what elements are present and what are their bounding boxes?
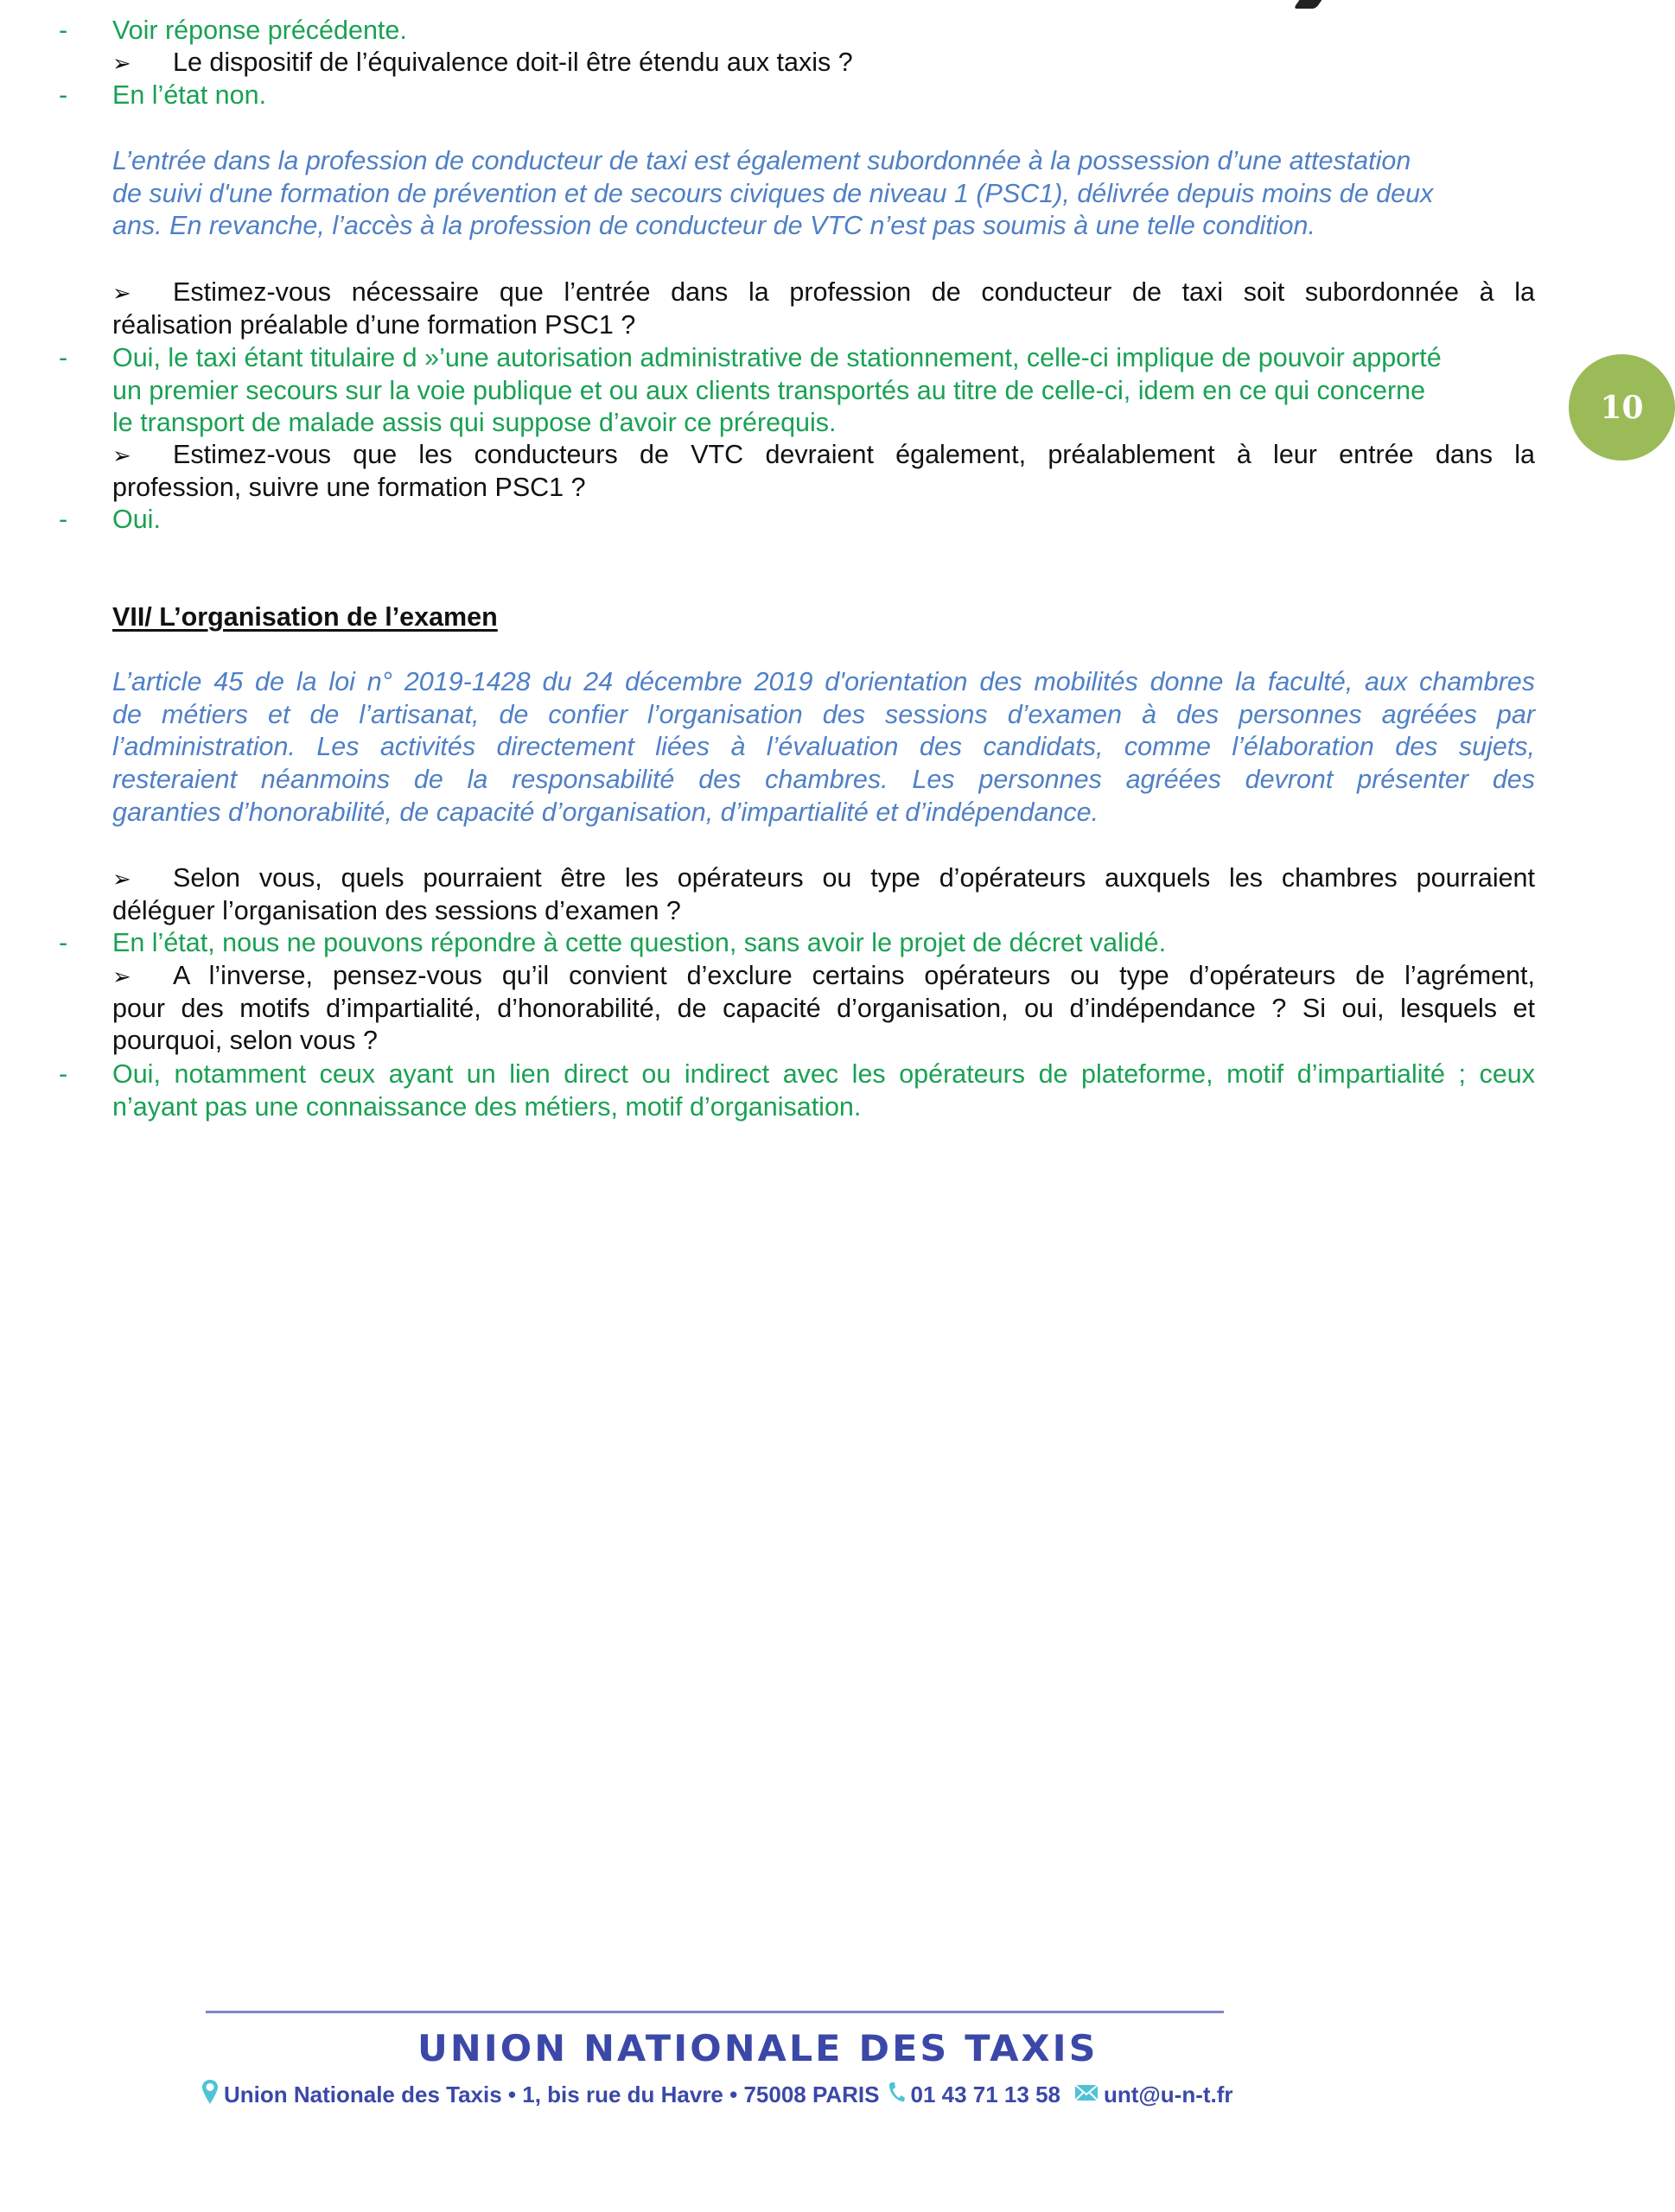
- question-line: profession, suivre une formation PSC1 ?: [112, 472, 586, 502]
- question-block: [112, 862, 1535, 927]
- context-line: garanties d’honorabilité, de capacité d’organisation, d’impartialité et d’indépendance.: [112, 797, 1099, 827]
- context-line: resteraient néanmoins de la responsabilité des chambres. Les personnes agréées devront présenter des: [112, 765, 1535, 795]
- mail-icon: [1074, 2082, 1099, 2108]
- answer-line: Oui, le taxi étant titulaire d »’une autorisation administrative de stationnement, celle-ci implique de pouvoir apporté: [112, 343, 1442, 372]
- answer-block: [59, 15, 1535, 48]
- question-line: [112, 862, 1535, 895]
- arrow-bullet-icon: ➢: [112, 50, 131, 76]
- answer-line: le transport de malade assis qui suppose d’avoir ce prérequis.: [112, 408, 837, 438]
- question-text: A l’inverse, pensez-vous qu’il convient d’exclure certains opérateurs ou type d’opérateurs de l’agrément,: [173, 961, 1535, 990]
- answer-line: En l’état non.: [112, 80, 267, 110]
- answer-block: [59, 79, 1535, 112]
- question-line: [112, 960, 1535, 993]
- dash-bullet: -: [59, 505, 68, 534]
- answer-block: [59, 927, 1535, 960]
- context-paragraph: [112, 145, 1535, 243]
- question-text: Le dispositif de l’équivalence doit-il être étendu aux taxis ?: [173, 48, 853, 77]
- question-block: [112, 276, 1535, 341]
- context-line: de suivi d'une formation de prévention et de secours civiques de niveau 1 (PSC1), délivrée depuis moins de deux: [112, 178, 1434, 208]
- question-line: réalisation préalable d’une formation PSC1 ?: [112, 309, 636, 340]
- answer-block: [59, 504, 1535, 537]
- question-text: Selon vous, quels pourraient être les opérateurs ou type d’opérateurs auxquels les chambres pourraient: [173, 863, 1535, 893]
- answer-line: Oui, notamment ceux ayant un lien direct ou indirect avec les opérateurs de plateforme, motif d’impartialité ; ceux: [112, 1059, 1535, 1089]
- arrow-bullet-icon: ➢: [112, 280, 131, 306]
- question-block: [112, 47, 1535, 79]
- section-heading: VII/ L’organisation de l’examen: [112, 602, 498, 632]
- context-line: L’article 45 de la loi n° 2019-1428 du 24 décembre 2019 d'orientation des mobilités donne la faculté, aux chambres: [112, 667, 1535, 696]
- dash-bullet: -: [59, 16, 68, 45]
- dash-bullet: -: [59, 343, 68, 372]
- dash-bullet: -: [59, 1059, 68, 1089]
- context-line: ans. En revanche, l’accès à la profession de conducteur de VTC n’est pas soumis à une telle condition.: [112, 211, 1315, 241]
- question-line: déléguer l’organisation des sessions d’examen ?: [112, 895, 681, 925]
- answer-block: [59, 342, 1535, 440]
- question-text: Estimez-vous que les conducteurs de VTC devraient également, préalablement à leur entrée dans la: [173, 440, 1535, 469]
- question-block: [112, 960, 1535, 1058]
- arrow-bullet-icon: ➢: [112, 442, 131, 468]
- footer-email[interactable]: unt@u-n-t.fr: [1104, 2081, 1233, 2107]
- answer-line: Voir réponse précédente.: [112, 16, 407, 45]
- footer-logo-text: UNION NATIONALE DES TAXIS: [417, 2027, 1099, 2069]
- context-line: l’administration. Les activités directement liées à l’évaluation des candidats, comme l’élaboration des sujets,: [112, 732, 1535, 762]
- footer-phone[interactable]: 01 43 71 13 58: [910, 2081, 1060, 2107]
- arrow-bullet-icon: ➢: [112, 866, 131, 892]
- answer-line: Oui.: [112, 505, 161, 534]
- context-line: L’entrée dans la profession de conducteur de taxi est également subordonnée à la possession d’une attestation: [112, 146, 1411, 175]
- context-paragraph: [112, 666, 1535, 829]
- answer-line: un premier secours sur la voie publique et ou aux clients transportés au titre de celle-ci, idem en ce qui concerne: [112, 375, 1426, 405]
- footer-address: Union Nationale des Taxis • 1, bis rue du Havre • 75008 PARIS: [224, 2081, 880, 2107]
- question-line: [112, 439, 1535, 472]
- footer-divider: [206, 2011, 1224, 2013]
- question-line: [112, 276, 1535, 309]
- header-logo-fragment: [1293, 0, 1325, 9]
- section-heading-block: [112, 601, 1535, 634]
- question-line: pour des motifs d’impartialité, d’honorabilité, de capacité d’organisation, ou d’indépendance ? Si oui, lesquels et: [112, 993, 1535, 1023]
- answer-block: [59, 1058, 1535, 1123]
- arrow-bullet-icon: ➢: [112, 963, 131, 989]
- question-line: pourquoi, selon vous ?: [112, 1026, 378, 1056]
- question-text: Estimez-vous nécessaire que l’entrée dans la profession de conducteur de taxi soit subordonnée à la: [173, 277, 1535, 307]
- dash-bullet: -: [59, 80, 68, 110]
- page-number-badge: 10: [1569, 354, 1675, 461]
- answer-line: En l’état, nous ne pouvons répondre à cette question, sans avoir le projet de décret validé.: [112, 928, 1167, 957]
- footer-contact: [201, 2077, 1233, 2112]
- dash-bullet: -: [59, 928, 68, 957]
- answer-line: n’ayant pas une connaissance des métiers, motif d’organisation.: [112, 1091, 862, 1122]
- context-line: de métiers et de l’artisanat, de confier l’organisation des sessions d’examen à des personnes agréées par: [112, 699, 1535, 729]
- location-pin-icon: [201, 2079, 219, 2111]
- question-line: [112, 47, 1535, 79]
- question-block: [112, 439, 1535, 504]
- phone-icon: [887, 2081, 906, 2109]
